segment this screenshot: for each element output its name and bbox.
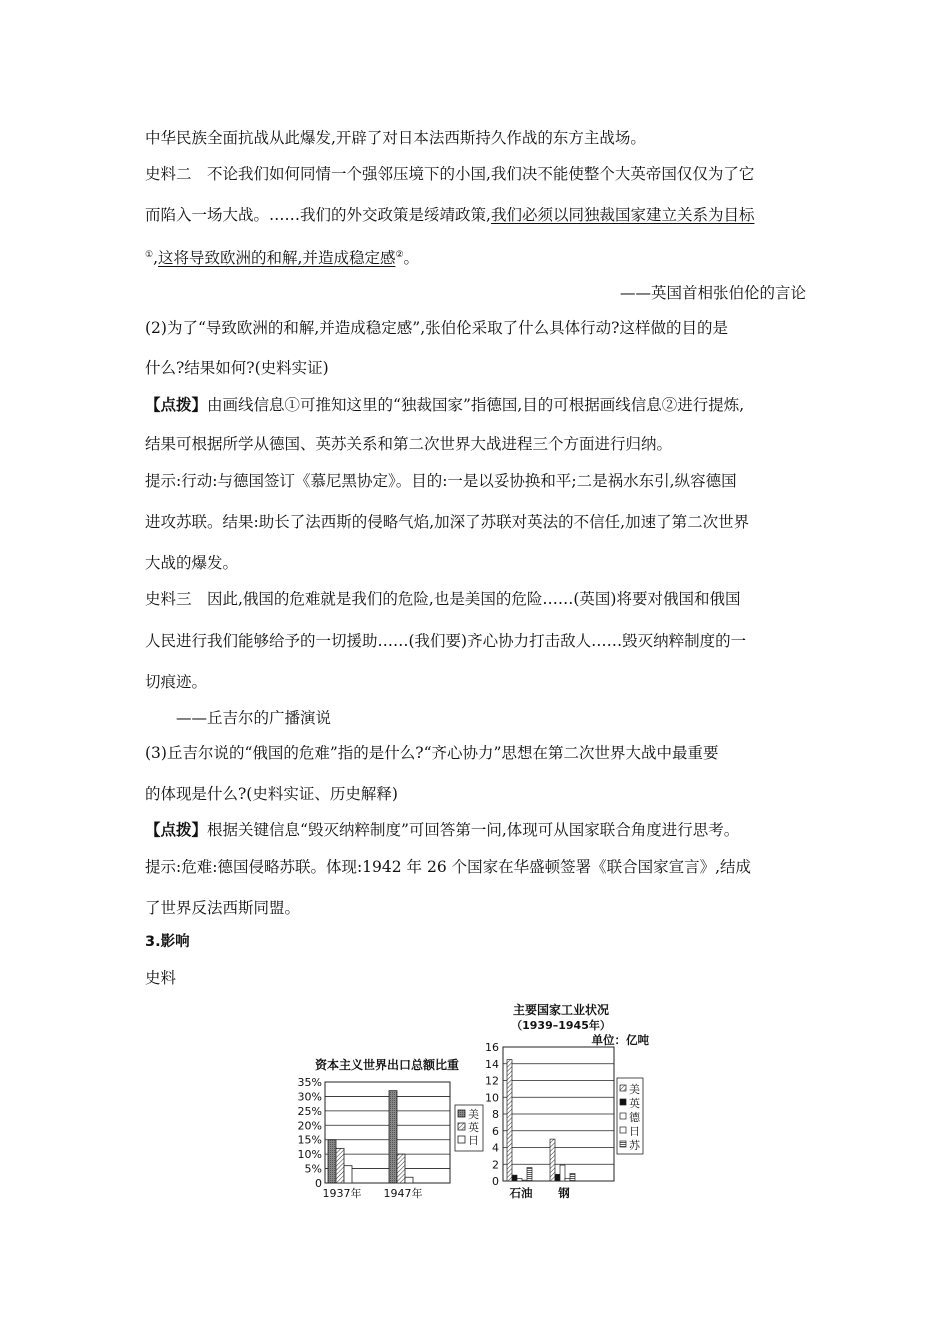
section-heading: 3.影响 (145, 934, 190, 950)
hint-label: 【点拨】 (145, 820, 208, 839)
hint-label: 【点拨】 (145, 395, 208, 414)
text-line: 提示:危难:德国侵略苏联。体现:1942 年 26 个国家在华盛顿签署《联合国家宣言》,结成 (145, 858, 752, 876)
text-line: 结果可根据所学从德国、英苏关系和第二次世界大战进程三个方面进行归纳。 (145, 435, 673, 453)
legend-label: 英 (468, 1121, 479, 1134)
bar-美-1937年 (328, 1140, 336, 1183)
text-line: 的体现是什么?(史料实证、历史解释) (145, 785, 398, 803)
legend-label: 德 (629, 1111, 640, 1124)
text-segment: 而陷入一场大战。……我们的外交政策是绥靖政策, (145, 206, 491, 224)
text-line: 提示:行动:与德国签订《慕尼黑协定》。目的:一是以妥协换和平;二是祸水东引,纵容德国 (145, 472, 737, 490)
text-line: 什么?结果如何?(史料实证) (145, 359, 329, 377)
legend-label: 日 (468, 1134, 479, 1147)
x-tick-label: 1947年 (383, 1187, 423, 1200)
y-tick-label: 25% (297, 1104, 322, 1118)
text-segment: 根据关键信息“毁灭纳粹制度”可回答第一问,体现可从国家联合角度进行思考。 (207, 821, 740, 839)
x-tick-label: 石油 (509, 1186, 533, 1200)
y-tick-label: 0 (492, 1175, 499, 1188)
chart-subtitle: （1939–1945年） (511, 1019, 611, 1032)
legend-label: 日 (629, 1125, 640, 1138)
legend-label: 美 (468, 1108, 479, 1121)
legend-swatch-德 (620, 1113, 626, 1119)
y-tick-label: 12 (485, 1074, 499, 1088)
bar-美-1947年 (389, 1091, 397, 1183)
bar-德-石油 (517, 1178, 522, 1181)
text-segment: 由画线信息①可推知这里的“独裁国家”指德国,目的可根据画线信息②进行提炼, (207, 396, 745, 414)
y-tick-label: 16 (485, 1041, 499, 1054)
bar-英-石油 (512, 1175, 517, 1181)
footnote-marker-2: ② (395, 250, 404, 260)
source-attribution: ——丘吉尔的广播演说 (176, 709, 332, 727)
text-line: 人民进行我们能够给予的一切援助……(我们要)齐心协力打击敌人……毁灭纳粹制度的一 (145, 632, 747, 650)
text-line: 大战的爆发。 (145, 554, 239, 572)
y-tick-label: 10 (485, 1091, 499, 1105)
text-line: 切痕迹。 (145, 673, 208, 691)
text-segment: 。 (403, 249, 420, 268)
legend-swatch-美 (620, 1085, 626, 1091)
text-line: 史料二 不论我们如何同情一个强邻压境下的小国,我们决不能使整个大英帝国仅仅为了它 (145, 165, 755, 183)
underlined-phrase-1: 我们必须以同独裁国家建立关系为目标 (490, 206, 755, 224)
y-tick-label: 0 (315, 1177, 322, 1190)
chart-title: 资本主义世界出口总额比重 (314, 1058, 460, 1072)
text-line: 史料 (145, 969, 177, 987)
bar-苏-石油 (527, 1168, 532, 1181)
bar-英-1937年 (336, 1148, 344, 1183)
bar-日-石油 (522, 1180, 527, 1181)
footnote-marker-1: ① (145, 250, 154, 260)
legend-swatch-英 (458, 1123, 465, 1130)
bar-苏-钢 (570, 1173, 575, 1181)
text-line: 进攻苏联。结果:助长了法西斯的侵略气焰,加深了苏联对英法的不信任,加速了第二次世界 (145, 513, 750, 531)
legend-swatch-美 (458, 1110, 465, 1117)
legend-label: 苏 (629, 1139, 640, 1152)
legend-swatch-英 (620, 1099, 626, 1105)
y-tick-label: 8 (492, 1108, 499, 1121)
bar-日-1947年 (405, 1177, 413, 1183)
question-3: (3)丘吉尔说的“俄国的危难”指的是什么?“齐心协力”思想在第二次世界大战中最重要 (145, 744, 719, 762)
y-tick-label: 5% (304, 1162, 322, 1176)
legend-label: 美 (629, 1083, 640, 1096)
legend-swatch-日 (620, 1127, 626, 1133)
x-tick-label: 1937年 (322, 1187, 362, 1200)
bar-英-钢 (555, 1174, 560, 1181)
bar-英-1947年 (397, 1154, 405, 1183)
y-tick-label: 4 (492, 1141, 499, 1155)
legend-swatch-日 (458, 1136, 465, 1143)
legend-swatch-苏 (620, 1141, 626, 1147)
question-2: (2)为了“导致欧洲的和解,并造成稳定感”,张伯伦采取了什么具体行动?这样做的目的是 (145, 319, 728, 337)
y-tick-label: 10% (297, 1148, 322, 1162)
y-tick-label: 14 (485, 1057, 499, 1071)
bar-美-石油 (507, 1060, 512, 1181)
bar-日-钢 (565, 1178, 570, 1181)
text-line: 中华民族全面抗战从此爆发,开辟了对日本法西斯持久作战的东方主战场。 (145, 129, 646, 147)
text-line: 史料三 因此,俄国的危难就是我们的危险,也是美国的危险……(英国)将要对俄国和俄国 (145, 590, 741, 608)
x-tick-label: 钢 (558, 1186, 570, 1200)
text-line: 了世界反法西斯同盟。 (145, 899, 301, 917)
y-tick-label: 35% (297, 1076, 322, 1089)
y-tick-label: 2 (492, 1158, 499, 1172)
underlined-phrase-2: 这将导致欧洲的和解,并造成稳定感 (158, 249, 396, 268)
bar-美-钢 (550, 1139, 555, 1181)
bar-德-钢 (560, 1165, 565, 1181)
y-tick-label: 20% (297, 1119, 322, 1133)
source-attribution: ——英国首相张伯伦的言论 (619, 284, 806, 302)
y-tick-label: 15% (297, 1133, 322, 1147)
legend-label: 英 (629, 1097, 640, 1110)
chart-unit: 单位：亿吨 (591, 1033, 649, 1047)
text-segment: , (153, 249, 159, 268)
bar-日-1937年 (344, 1166, 352, 1183)
chart-title: 主要国家工业状况 (512, 1003, 610, 1017)
y-tick-label: 30% (297, 1090, 322, 1104)
y-tick-label: 6 (492, 1124, 499, 1138)
